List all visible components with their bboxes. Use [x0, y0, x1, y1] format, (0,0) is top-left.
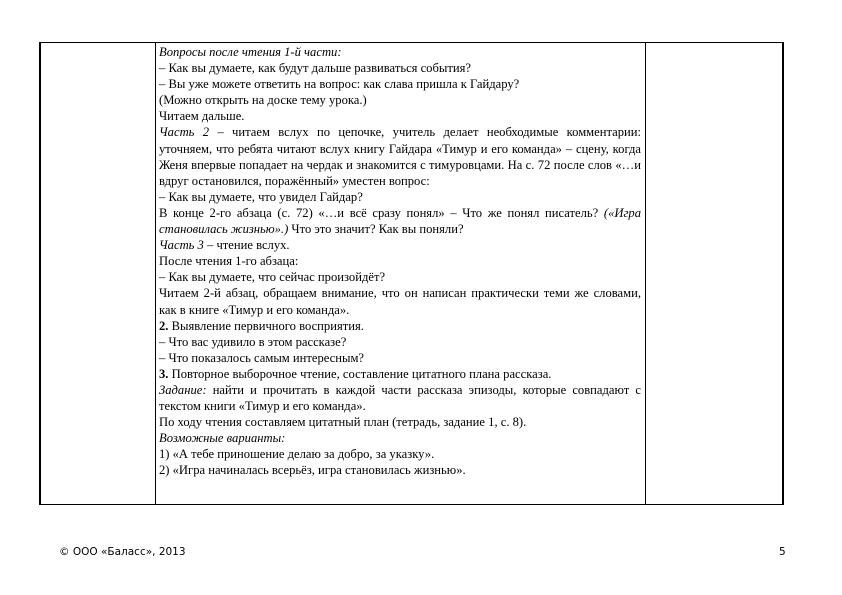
text-run: В конце 2-го абзаца (с. 72) «…и всё сразу понял» – Что же понял писатель?: [159, 205, 604, 220]
text-run: После чтения 1-го абзаца:: [159, 254, 299, 269]
text-paragraph: [159, 189, 641, 205]
text-run: – читаем вслух по цепочке, учитель делает необходимые комментарии: уточняем, что ребята читают вслух книгу Гайдара «Тимур и его команда» – сцену, когда Женя впервые попадает на чердак и знакомится с тимуровцами. На с. 72 после слов «…и вдруг остановился, поражённый» уместен вопрос:: [159, 125, 641, 188]
text-paragraph: [159, 462, 641, 478]
text-run: По ходу чтения составляем цитатный план (тетрадь, задание 1, с. 8).: [159, 415, 527, 430]
text-run: – Что показалось самым интересным?: [159, 350, 365, 365]
table-right-edge: [782, 42, 784, 505]
text-paragraph: [159, 350, 641, 366]
text-run: Часть 3: [159, 238, 204, 253]
text-paragraph: [159, 334, 641, 350]
text-paragraph: [159, 366, 641, 382]
lesson-text-cell: [159, 44, 641, 479]
text-run: Читаем дальше.: [159, 109, 245, 124]
text-paragraph: [159, 108, 641, 124]
text-paragraph: [159, 253, 641, 269]
text-paragraph: [159, 205, 641, 237]
text-paragraph: [159, 285, 641, 317]
text-run: – Вы уже можете ответить на вопрос: как слава пришла к Гайдару?: [159, 77, 520, 92]
text-run: Выявление первичного восприятия.: [168, 318, 364, 333]
text-run: Что это значит? Как вы поняли?: [288, 222, 464, 237]
text-run: 2) «Игра начиналась всерьёз, игра становилась жизнью».: [159, 463, 466, 478]
text-paragraph: [159, 76, 641, 92]
text-run: Задание:: [159, 382, 207, 397]
text-paragraph: [159, 414, 641, 430]
text-run: – Как вы думаете, что увидел Гайдар?: [159, 189, 363, 204]
text-run: 1) «А тебе приношение делаю за добро, за указку».: [159, 447, 435, 462]
text-paragraph: [159, 92, 641, 108]
text-run: 3.: [159, 366, 169, 381]
text-paragraph: [159, 60, 641, 76]
column-divider-2: [645, 42, 646, 505]
text-run: Часть 2: [159, 125, 210, 140]
text-paragraph: [159, 44, 641, 60]
text-paragraph: [159, 430, 641, 446]
text-run: – чтение вслух.: [203, 238, 290, 253]
text-run: Повторное выборочное чтение, составление цитатного плана рассказа.: [168, 366, 552, 381]
text-run: Вопросы после чтения 1-й части:: [159, 45, 342, 59]
text-paragraph: [159, 318, 641, 334]
text-paragraph: [159, 269, 641, 285]
table-left-edge: [39, 42, 41, 505]
text-run: 2.: [159, 318, 169, 333]
text-run: (Можно открыть на доске тему урока.): [159, 93, 367, 108]
text-paragraph: [159, 124, 641, 188]
text-run: Возможные варианты:: [159, 431, 286, 446]
text-run: («Игра становилась жизнью».): [159, 205, 641, 237]
text-run: найти и прочитать в каждой части рассказа эпизоды, которые совпадают с текстом книги «Тимур и его команда».: [159, 382, 641, 414]
text-paragraph: [159, 237, 641, 253]
text-paragraph: [159, 382, 641, 414]
text-run: – Как вы думаете, как будут дальше развиваться события?: [159, 61, 471, 76]
text-run: Читаем 2-й абзац, обращаем внимание, что он написан практически теми же словами, как в книге «Тимур и его команда».: [159, 286, 641, 317]
footer-copyright: © ООО «Баласс», 2013: [59, 546, 186, 558]
page-number: 5: [779, 546, 786, 558]
text-paragraph: [159, 446, 641, 462]
text-run: – Как вы думаете, что сейчас произойдёт?: [159, 270, 386, 285]
text-run: – Что вас удивило в этом рассказе?: [159, 334, 347, 349]
column-divider-1: [155, 42, 156, 505]
